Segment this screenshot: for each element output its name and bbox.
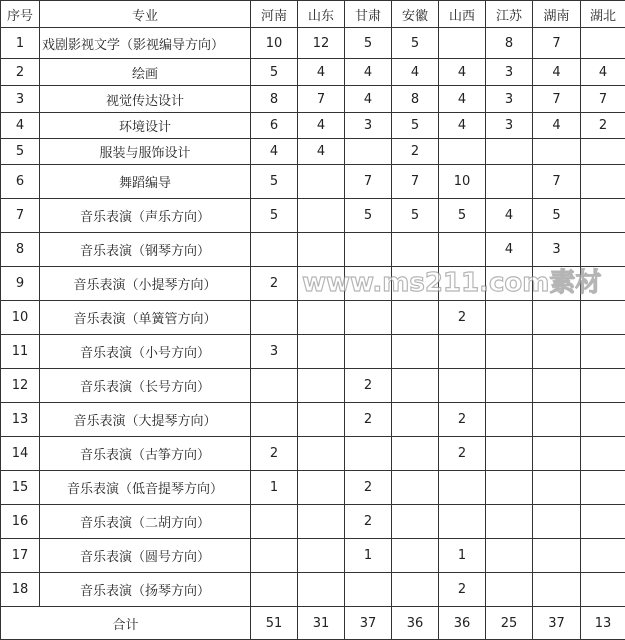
quota-cell: 5 (345, 199, 392, 233)
quota-cell (533, 301, 581, 335)
quota-cell (251, 369, 298, 403)
quota-cell (439, 471, 486, 505)
major-name: 绘画 (40, 59, 251, 86)
quota-cell: 2 (392, 139, 439, 165)
quota-cell (439, 139, 486, 165)
quota-cell: 4 (392, 59, 439, 86)
table-row (1, 165, 625, 199)
major-name: 音乐表演（圆号方向） (40, 539, 251, 573)
quota-cell (533, 139, 581, 165)
column-header: 甘肃 (345, 1, 392, 28)
row-number: 16 (1, 505, 40, 539)
quota-cell (298, 301, 345, 335)
table-row (1, 369, 625, 403)
quota-cell (251, 403, 298, 437)
quota-cell (251, 301, 298, 335)
quota-cell: 2 (345, 369, 392, 403)
row-number: 15 (1, 471, 40, 505)
quota-cell: 1 (251, 471, 298, 505)
quota-cell: 4 (345, 59, 392, 86)
quota-cell (439, 267, 486, 301)
quota-cell (439, 369, 486, 403)
quota-cell (251, 505, 298, 539)
quota-cell (298, 471, 345, 505)
quota-cell: 4 (439, 113, 486, 139)
row-number: 4 (1, 113, 40, 139)
column-header: 湖南 (533, 1, 581, 28)
quota-cell (486, 267, 533, 301)
table-row (1, 28, 625, 59)
column-header: 序号 (1, 1, 40, 28)
major-name: 音乐表演（单簧管方向） (40, 301, 251, 335)
row-number: 10 (1, 301, 40, 335)
quota-cell (392, 369, 439, 403)
quota-cell: 7 (533, 165, 581, 199)
quota-cell (486, 165, 533, 199)
quota-cell: 5 (392, 199, 439, 233)
quota-cell (392, 471, 439, 505)
quota-cell (581, 471, 625, 505)
quota-cell: 3 (345, 113, 392, 139)
major-name: 音乐表演（小提琴方向） (40, 267, 251, 301)
quota-cell (486, 505, 533, 539)
quota-cell: 12 (298, 28, 345, 59)
quota-cell: 4 (298, 59, 345, 86)
quota-cell: 3 (486, 86, 533, 113)
quota-cell: 1 (439, 539, 486, 573)
quota-cell (345, 267, 392, 301)
quota-cell (533, 471, 581, 505)
quota-cell: 10 (251, 28, 298, 59)
column-header: 湖北 (581, 1, 625, 28)
quota-cell: 7 (298, 86, 345, 113)
quota-cell: 2 (439, 437, 486, 471)
quota-cell (439, 233, 486, 267)
quota-cell: 4 (439, 86, 486, 113)
quota-cell (298, 505, 345, 539)
quota-cell: 2 (345, 403, 392, 437)
quota-cell: 7 (345, 165, 392, 199)
quota-cell (486, 369, 533, 403)
major-name: 环境设计 (40, 113, 251, 139)
quota-cell (581, 139, 625, 165)
table-row (1, 403, 625, 437)
quota-cell: 4 (298, 113, 345, 139)
quota-cell: 4 (533, 113, 581, 139)
header-row (1, 1, 625, 28)
column-header: 山东 (298, 1, 345, 28)
table-row (1, 539, 625, 573)
major-name: 舞蹈编导 (40, 165, 251, 199)
quota-cell (298, 369, 345, 403)
quota-cell: 7 (392, 165, 439, 199)
quota-cell (298, 403, 345, 437)
quota-cell (251, 233, 298, 267)
row-number: 3 (1, 86, 40, 113)
column-header: 专业 (40, 1, 251, 28)
quota-cell: 7 (533, 86, 581, 113)
table-row (1, 139, 625, 165)
quota-cell: 4 (439, 59, 486, 86)
quota-cell (298, 539, 345, 573)
quota-cell (486, 139, 533, 165)
quota-cell (392, 573, 439, 607)
quota-cell (298, 199, 345, 233)
major-name: 戏剧影视文学（影视编导方向） (40, 28, 251, 59)
quota-cell (581, 539, 625, 573)
major-name: 服装与服饰设计 (40, 139, 251, 165)
quota-cell (392, 539, 439, 573)
quota-cell: 4 (251, 139, 298, 165)
quota-cell: 7 (533, 28, 581, 59)
major-name: 音乐表演（扬琴方向） (40, 573, 251, 607)
quota-cell: 4 (298, 139, 345, 165)
row-number: 7 (1, 199, 40, 233)
table-row (1, 199, 625, 233)
quota-cell: 5 (439, 199, 486, 233)
major-name: 音乐表演（低音提琴方向） (40, 471, 251, 505)
quota-cell: 6 (251, 113, 298, 139)
quota-cell (439, 505, 486, 539)
quota-cell (533, 335, 581, 369)
quota-cell (345, 233, 392, 267)
quota-cell (533, 403, 581, 437)
quota-cell: 2 (581, 113, 625, 139)
quota-cell (486, 335, 533, 369)
quota-cell (581, 403, 625, 437)
quota-cell: 3 (533, 233, 581, 267)
quota-cell: 2 (251, 267, 298, 301)
quota-cell (581, 267, 625, 301)
table-row (1, 335, 625, 369)
quota-cell: 5 (251, 59, 298, 86)
quota-cell: 4 (533, 59, 581, 86)
quota-cell (392, 403, 439, 437)
quota-cell (251, 539, 298, 573)
quota-cell (581, 335, 625, 369)
quota-cell: 5 (392, 28, 439, 59)
quota-cell (486, 301, 533, 335)
quota-cell (581, 233, 625, 267)
quota-cell (298, 437, 345, 471)
quota-cell: 5 (251, 165, 298, 199)
quota-cell (581, 505, 625, 539)
row-number: 6 (1, 165, 40, 199)
quota-cell (533, 505, 581, 539)
quota-cell (581, 199, 625, 233)
row-number: 18 (1, 573, 40, 607)
quota-cell: 2 (251, 437, 298, 471)
row-number: 1 (1, 28, 40, 59)
total-value: 37 (533, 607, 581, 640)
row-number: 9 (1, 267, 40, 301)
total-label: 合计 (1, 607, 251, 640)
quota-cell (298, 573, 345, 607)
quota-cell (298, 335, 345, 369)
total-value: 37 (345, 607, 392, 640)
quota-cell: 8 (392, 86, 439, 113)
quota-cell: 5 (392, 113, 439, 139)
column-header: 河南 (251, 1, 298, 28)
quota-cell: 1 (345, 539, 392, 573)
quota-cell (392, 301, 439, 335)
quota-cell (298, 165, 345, 199)
total-value: 51 (251, 607, 298, 640)
row-number: 11 (1, 335, 40, 369)
quota-cell (439, 335, 486, 369)
quota-cell: 2 (439, 573, 486, 607)
table-row (1, 233, 625, 267)
quota-cell: 7 (581, 86, 625, 113)
total-value: 36 (392, 607, 439, 640)
quota-cell (298, 233, 345, 267)
quota-cell (392, 267, 439, 301)
table-row (1, 301, 625, 335)
watermark: www.ms211.com素材 (302, 268, 602, 298)
quota-cell (486, 573, 533, 607)
table-row (1, 573, 625, 607)
quota-cell (439, 28, 486, 59)
table-row (1, 267, 625, 301)
quota-cell: 8 (486, 28, 533, 59)
table-row (1, 437, 625, 471)
quota-cell (486, 539, 533, 573)
row-number: 13 (1, 403, 40, 437)
major-name: 音乐表演（古筝方向） (40, 437, 251, 471)
quota-cell: 4 (345, 86, 392, 113)
table-row (1, 471, 625, 505)
row-number: 17 (1, 539, 40, 573)
quota-cell: 8 (251, 86, 298, 113)
quota-cell: 3 (486, 59, 533, 86)
quota-cell (581, 301, 625, 335)
major-name: 音乐表演（大提琴方向） (40, 403, 251, 437)
quota-cell (392, 233, 439, 267)
total-value: 36 (439, 607, 486, 640)
quota-cell (533, 573, 581, 607)
major-name: 视觉传达设计 (40, 86, 251, 113)
column-header: 安徽 (392, 1, 439, 28)
quota-cell (533, 437, 581, 471)
major-name: 音乐表演（小号方向） (40, 335, 251, 369)
quota-cell: 3 (251, 335, 298, 369)
quota-cell: 4 (486, 233, 533, 267)
quota-cell: 4 (486, 199, 533, 233)
column-header: 山西 (439, 1, 486, 28)
quota-cell: 2 (439, 403, 486, 437)
quota-cell (581, 165, 625, 199)
quota-cell: 5 (251, 199, 298, 233)
total-value: 13 (581, 607, 625, 640)
total-value: 25 (486, 607, 533, 640)
quota-cell (533, 369, 581, 403)
quota-cell: 4 (581, 59, 625, 86)
quota-cell (581, 573, 625, 607)
quota-cell: 2 (439, 301, 486, 335)
quota-cell: 2 (345, 505, 392, 539)
row-number: 12 (1, 369, 40, 403)
table-row (1, 113, 625, 139)
quota-cell (486, 403, 533, 437)
quota-cell: 10 (439, 165, 486, 199)
quota-cell: 5 (345, 28, 392, 59)
quota-cell: 2 (345, 471, 392, 505)
quota-cell (533, 539, 581, 573)
quota-cell (486, 437, 533, 471)
total-value: 31 (298, 607, 345, 640)
quota-cell (581, 28, 625, 59)
quota-cell (345, 139, 392, 165)
quota-cell: 3 (486, 113, 533, 139)
major-name: 音乐表演（钢琴方向） (40, 233, 251, 267)
major-name: 音乐表演（二胡方向） (40, 505, 251, 539)
quota-cell (486, 471, 533, 505)
quota-cell (392, 335, 439, 369)
column-header: 江苏 (486, 1, 533, 28)
major-name: 音乐表演（声乐方向） (40, 199, 251, 233)
quota-cell (392, 437, 439, 471)
quota-cell (345, 437, 392, 471)
quota-cell (581, 369, 625, 403)
quota-cell (345, 573, 392, 607)
table-row (1, 86, 625, 113)
quota-cell (345, 301, 392, 335)
quota-cell (533, 267, 581, 301)
major-name: 音乐表演（长号方向） (40, 369, 251, 403)
row-number: 5 (1, 139, 40, 165)
quota-cell (298, 267, 345, 301)
total-row (1, 607, 625, 640)
table-row (1, 505, 625, 539)
quota-cell (392, 505, 439, 539)
quota-cell (581, 437, 625, 471)
quota-cell (345, 335, 392, 369)
quota-cell (251, 573, 298, 607)
row-number: 2 (1, 59, 40, 86)
row-number: 14 (1, 437, 40, 471)
row-number: 8 (1, 233, 40, 267)
quota-cell: 5 (533, 199, 581, 233)
table-row (1, 59, 625, 86)
